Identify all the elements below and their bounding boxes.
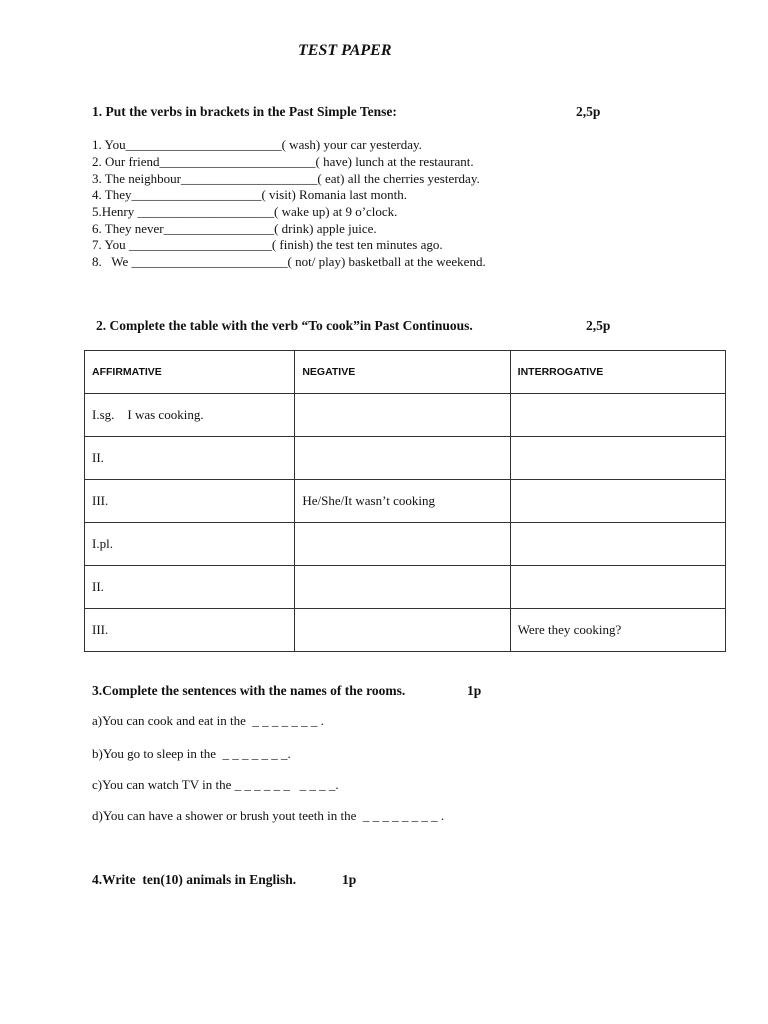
table-cell: Were they cooking? [510,609,725,652]
table-cell: II. [85,437,295,480]
table-cell [295,394,510,437]
table-cell: I.sg. I was cooking. [85,394,295,437]
table-row [85,480,726,523]
table-row [85,437,726,480]
header-interrogative: INTERROGATIVE [510,351,725,394]
exercise-3-item: d)You can have a shower or brush yout teeth in the _ _ _ _ _ _ _ _ . [92,808,445,823]
table-cell: He/She/It wasn’t cooking [295,480,510,523]
header-affirmative: AFFIRMATIVE [85,351,295,394]
exercise-1-item: 5.Henry _____________________( wake up) at 9 o’clock. [92,204,398,219]
table-row [85,394,726,437]
exercise-3-item: b)You go to sleep in the _ _ _ _ _ _ _. [92,746,291,761]
table-cell [510,566,725,609]
exercise-1-item: 7. You ______________________( finish) the test ten minutes ago. [92,237,443,252]
table-row [85,609,726,652]
table-cell [510,437,725,480]
exercise-2-points: 2,5p [586,318,611,333]
conjugation-table [84,350,726,652]
table-cell: III. [85,480,295,523]
exercise-1-item: 3. The neighbour_____________________( eat) all the cherries yesterday. [92,171,480,186]
page-title: TEST PAPER [298,42,392,59]
header-negative: NEGATIVE [295,351,510,394]
table-cell [510,523,725,566]
exercise-1-item: 6. They never_________________( drink) apple juice. [92,221,377,236]
table-cell [295,609,510,652]
exercise-4-points: 1p [342,872,357,887]
exercise-3-item: a)You can cook and eat in the _ _ _ _ _ _ _ . [92,713,324,728]
table-cell [295,437,510,480]
exercise-3-points: 1p [467,683,482,698]
table-header-row [85,351,726,394]
table-cell [295,523,510,566]
exercise-3-heading: 3.Complete the sentences with the names of the rooms. [92,683,406,698]
table-cell: I.pl. [85,523,295,566]
exercise-1-item: 2. Our friend________________________( have) lunch at the restaurant. [92,154,474,169]
exercise-1-heading: 1. Put the verbs in brackets in the Past Simple Tense: [92,104,397,119]
exercise-1-item: 1. You________________________( wash) your car yesterday. [92,137,422,152]
exercise-1-points: 2,5p [576,104,601,119]
exercise-1-item: 4. They____________________( visit) Romania last month. [92,187,407,202]
exercise-2-heading: 2. Complete the table with the verb “To cook”in Past Continuous. [96,318,473,333]
exercise-4-heading: 4.Write ten(10) animals in English. [92,872,297,887]
table-cell: III. [85,609,295,652]
exercise-1-item: 8. We ________________________( not/ play) basketball at the weekend. [92,254,486,269]
table-row [85,566,726,609]
table-row [85,523,726,566]
table-cell [295,566,510,609]
table-cell: II. [85,566,295,609]
table-cell [510,394,725,437]
exercise-3-item: c)You can watch TV in the _ _ _ _ _ _ _ _ _ _. [92,777,339,792]
table-cell [510,480,725,523]
